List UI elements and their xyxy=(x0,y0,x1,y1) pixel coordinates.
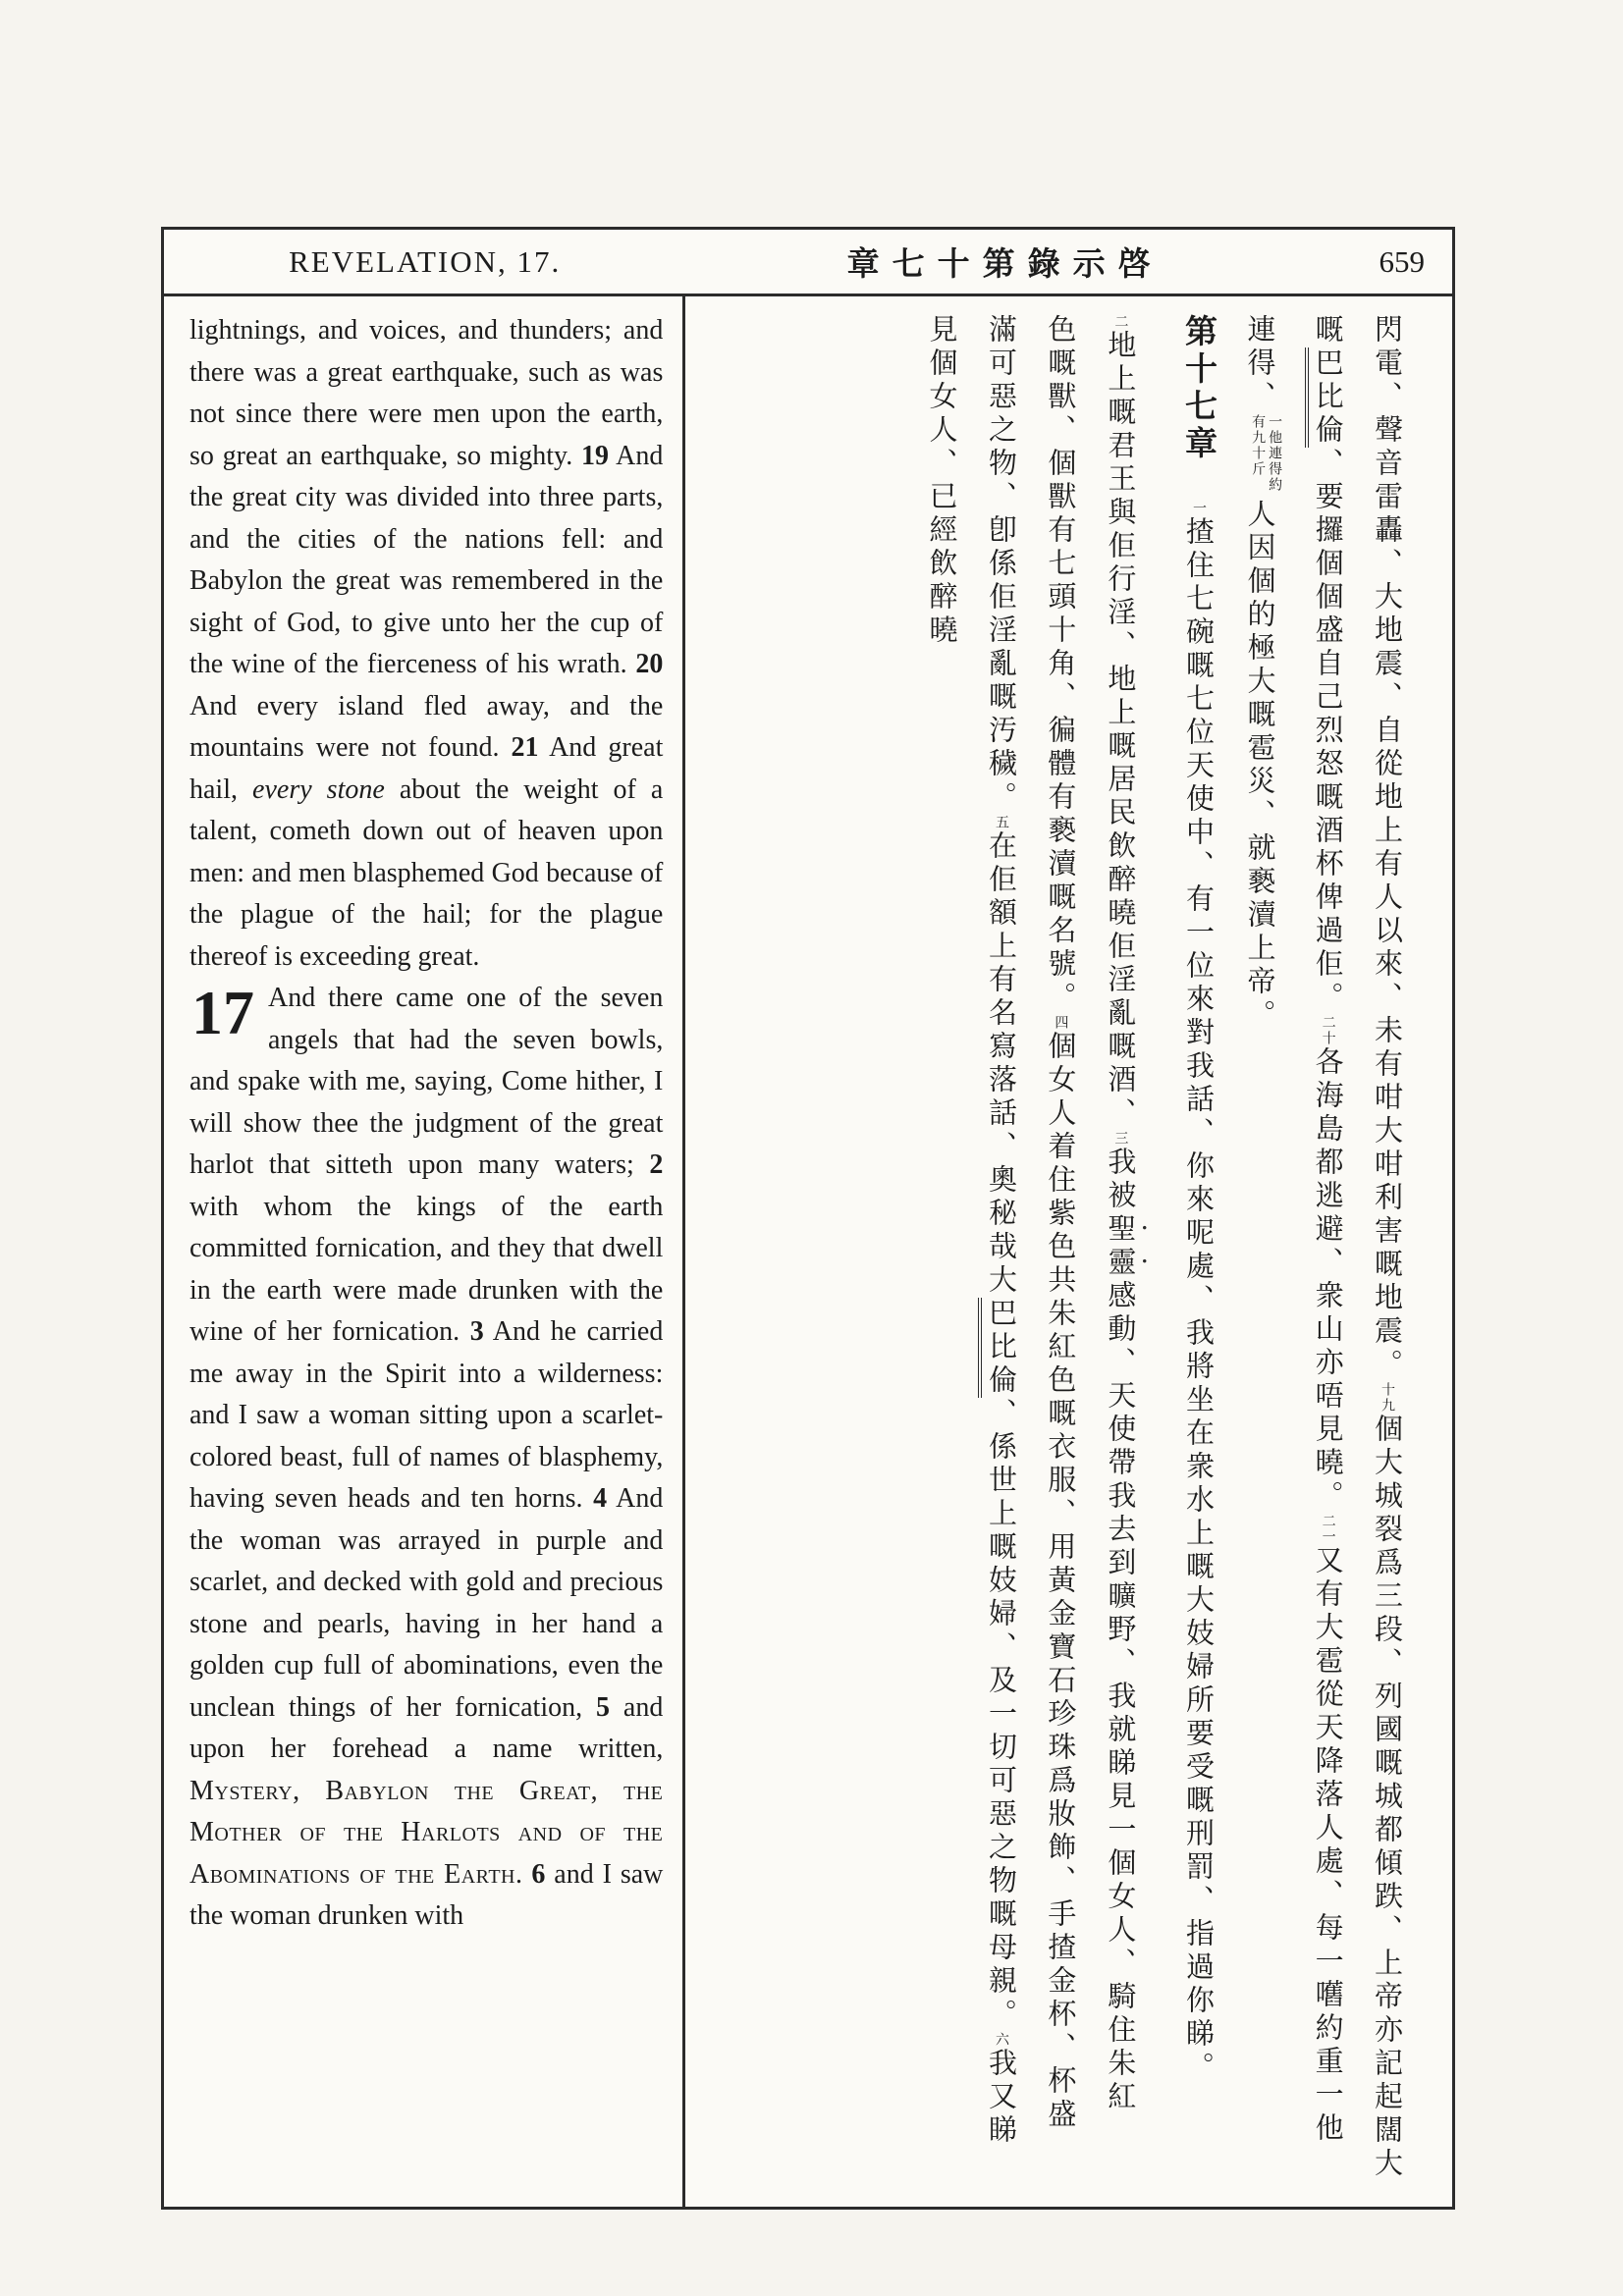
chinese-column xyxy=(1312,314,1341,2192)
verse-text: And there came one of the seven angels that had the seven bowls, and spake with me, saying, Come hither, I will show thee the judgment of the great harlot that sitteth upon many waters; xyxy=(189,983,664,1180)
english-paragraph xyxy=(189,978,663,1938)
chinese-verse-number: 六 xyxy=(993,2032,1008,2048)
chapter-number-dropcap: 17 xyxy=(191,978,254,1047)
verse-text: and upon her forehead a name written, xyxy=(189,1691,664,1764)
verse-number: 2 xyxy=(649,1149,664,1180)
page-number: 659 xyxy=(1379,243,1425,279)
verse-text: And he carried me away in the Spirit into a wilderness: and I saw a woman sitting upon a scarlet-colored beast, full of names of blasphemy, having seven heads and ten horns. xyxy=(189,1316,664,1514)
page-frame xyxy=(161,227,1455,2210)
proper-name-mark: 巴比倫 xyxy=(1305,347,1343,448)
chinese-chapter-heading: 第十七章 xyxy=(1180,314,1217,501)
header-title-chinese: 章七十第錄示啓 xyxy=(846,247,1163,283)
verse-number: 4 xyxy=(593,1483,608,1514)
chinese-verse-number: 二一 xyxy=(1320,1514,1335,1545)
page-header xyxy=(164,230,1452,296)
chinese-inline-note: 一他連得約有九十斤 xyxy=(1250,414,1282,493)
english-paragraph xyxy=(189,310,663,978)
chinese-column xyxy=(1045,314,1074,2192)
chinese-column xyxy=(1104,314,1151,2192)
chinese-verse-text: 色嘅獸、個獸有七頭十角、徧體有褻瀆嘅名號。 xyxy=(1044,314,1076,1015)
chinese-verse-number: 二 xyxy=(1112,314,1128,330)
chinese-verse-number: 二十 xyxy=(1320,1015,1335,1046)
verse-number: 20 xyxy=(635,649,664,679)
proper-name-mark: 巴比倫 xyxy=(978,1298,1016,1398)
chinese-column xyxy=(1244,314,1282,2192)
emphasis-dots-text: 聖靈 xyxy=(1104,1213,1136,1280)
header-title-english: REVELATION, 17. xyxy=(289,243,562,279)
chinese-verse-text: 又有大雹從天降落人處、每一嚿約重一他 xyxy=(1311,1545,1343,2146)
chinese-verse-text: 我又睇 xyxy=(984,2048,1016,2148)
chinese-column xyxy=(986,314,1015,2192)
verse-text: And the woman was arrayed in purple and scarlet, and decked with gold and precious stone and pearls, having in her hand a golden cup full of abominations, even the unclean things of her fornication, xyxy=(189,1483,664,1723)
chinese-verse-number: 一 xyxy=(1191,501,1207,516)
verse-text: And every island fled away, and the mountains were not found. xyxy=(189,690,664,763)
verse-number: 21 xyxy=(511,732,539,763)
chinese-verse-number: 四 xyxy=(1053,1015,1068,1031)
chinese-text-column xyxy=(685,296,1452,2210)
chinese-verse-text: 我被 xyxy=(1104,1147,1136,1213)
verse-text: about the weight of a talent, cometh down out of heaven upon men: and men blasphemed God because of the plague of the hail; for the plague thereof is exceeding great. xyxy=(189,774,664,972)
chinese-verse-text: 人因個的極大嘅雹災、就褻瀆上帝。 xyxy=(1243,499,1275,1033)
chinese-verse-text: 嘅 xyxy=(1311,314,1343,347)
chinese-verse-text: 閃電、聲音雷轟、大地震、自從地上有人以來、未有咁大咁利害嘅地震。 xyxy=(1371,314,1402,1382)
verse-number: 5 xyxy=(596,1691,611,1723)
verse-text: and I saw the woman drunken with xyxy=(189,1858,664,1931)
chinese-verse-number: 五 xyxy=(993,815,1008,830)
verse-text: And great hail, xyxy=(189,732,664,805)
chinese-verse-text: 個大城裂爲三段、列國嘅城都傾跌、上帝亦記起闊大 xyxy=(1371,1414,1402,2181)
verse-text: with whom the kings of the earth committed fornication, and they that dwell in the earth were made drunken with the wine of her fornication. xyxy=(189,1191,664,1347)
chinese-verse-text: 、係世上嘅妓婦、及一切可惡之物嘅母親。 xyxy=(984,1398,1016,2032)
chinese-column xyxy=(1180,314,1215,2192)
chinese-verse-number: 十九 xyxy=(1380,1382,1394,1414)
verse-text: And the great city was divided into three parts, and the cities of the nations fell: and Babylon the great was remembered in the sight of God, to give unto her the cup of the wine of the fierceness of his wrath. xyxy=(189,440,664,679)
chinese-verse-text: 在佢額上有名寫落話、奧秘哉大 xyxy=(984,830,1016,1298)
verse-number: 6 xyxy=(531,1858,546,1890)
chinese-verse-number: 三 xyxy=(1112,1131,1128,1147)
page-body xyxy=(164,296,1452,2210)
verse-number: 19 xyxy=(580,440,609,471)
chinese-verse-text: 、要攞個個盛自己烈怒嘅酒杯俾過佢。 xyxy=(1311,448,1343,1015)
chinese-verse-text: 個女人着住紫色共朱紅色嘅衣服、用黃金寶石珍珠爲妝飾、手揸金杯、杯盛 xyxy=(1044,1031,1076,2132)
chinese-column xyxy=(926,314,955,2192)
chinese-verse-text: 滿可惡之物、卽係佢淫亂嘅汚穢。 xyxy=(984,314,1016,815)
chinese-verse-text: 揸住七碗嘅七位天使中、有一位來對我話、你來呢處、我將坐在衆水上嘅大妓婦所要受嘅刑罰、指過你睇。 xyxy=(1182,516,1215,2085)
english-text-column xyxy=(164,296,685,2210)
verse-text: Mystery, Babylon the Great, the Mother of the Harlots and of the Abominations of the Earth. xyxy=(189,1775,664,1890)
verse-number: 3 xyxy=(469,1316,484,1347)
verse-text: every stone xyxy=(252,774,385,805)
chinese-column xyxy=(1372,314,1401,2192)
chinese-verse-text: 連得、 xyxy=(1243,314,1275,414)
chinese-verse-text: 見個女人、已經飲醉曉 xyxy=(925,314,957,648)
chinese-verse-text: 感動、天使帶我去到曠野、我就睇見一個女人、騎住朱紅 xyxy=(1104,1280,1136,2114)
chinese-verse-text: 地上嘅君王與佢行淫、地上嘅居民飲醉曉佢淫亂嘅酒、 xyxy=(1104,330,1136,1131)
verse-text: lightnings, and voices, and thunders; and there was a great earthquake, such as was not since there were men upon the earth, so great an earthquake, so mighty. xyxy=(189,315,664,471)
chinese-verse-text: 各海島都逃避、衆山亦唔見曉。 xyxy=(1311,1046,1343,1514)
